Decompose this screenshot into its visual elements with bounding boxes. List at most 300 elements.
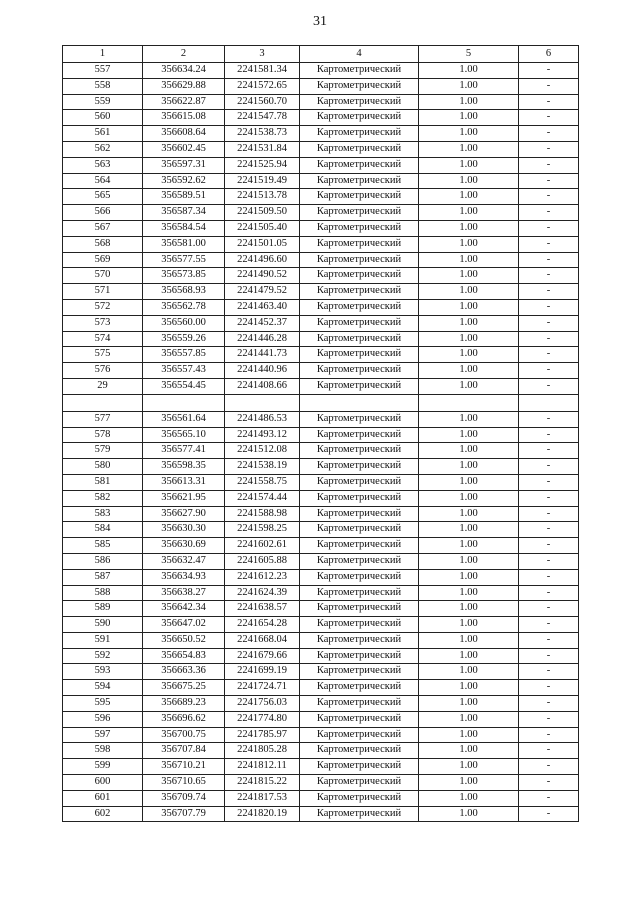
table-row xyxy=(63,268,579,284)
table-cell: 1.00 xyxy=(419,743,519,759)
table-cell: - xyxy=(519,743,579,759)
table-cell: 592 xyxy=(63,648,143,664)
table-cell: 558 xyxy=(63,78,143,94)
table-cell: 356577.41 xyxy=(143,443,225,459)
table-cell: 586 xyxy=(63,553,143,569)
table-row xyxy=(63,78,579,94)
table-cell: Картометрический xyxy=(300,696,419,712)
table-cell: Картометрический xyxy=(300,680,419,696)
empty-cell xyxy=(419,394,519,411)
table-row xyxy=(63,601,579,617)
table-row xyxy=(63,585,579,601)
table-cell: Картометрический xyxy=(300,315,419,331)
table-cell: 2241463.40 xyxy=(225,299,300,315)
header-cell: 3 xyxy=(225,46,300,63)
table-cell: 597 xyxy=(63,727,143,743)
table-cell: 560 xyxy=(63,110,143,126)
table-cell: 356613.31 xyxy=(143,474,225,490)
table-cell: 565 xyxy=(63,189,143,205)
table-cell: 2241547.78 xyxy=(225,110,300,126)
table-cell: 356638.27 xyxy=(143,585,225,601)
table-cell: - xyxy=(519,696,579,712)
table-cell: 356689.23 xyxy=(143,696,225,712)
table-cell: 1.00 xyxy=(419,759,519,775)
table-cell: 1.00 xyxy=(419,63,519,79)
table-cell: 2241505.40 xyxy=(225,220,300,236)
header-row xyxy=(63,46,579,63)
table-cell: 356557.85 xyxy=(143,347,225,363)
separator-row xyxy=(63,394,579,411)
table-cell: 2241446.28 xyxy=(225,331,300,347)
table-cell: - xyxy=(519,806,579,822)
table-cell: - xyxy=(519,601,579,617)
table-cell: 356561.64 xyxy=(143,411,225,427)
table-cell: 1.00 xyxy=(419,443,519,459)
table-cell: - xyxy=(519,363,579,379)
table-cell: 356632.47 xyxy=(143,553,225,569)
table-cell: 2241538.19 xyxy=(225,459,300,475)
table-cell: 356615.08 xyxy=(143,110,225,126)
table-row xyxy=(63,759,579,775)
table-cell: 1.00 xyxy=(419,522,519,538)
table-cell: 356598.35 xyxy=(143,459,225,475)
table-cell: Картометрический xyxy=(300,664,419,680)
table-cell: Картометрический xyxy=(300,63,419,79)
table-row xyxy=(63,743,579,759)
table-cell: Картометрический xyxy=(300,78,419,94)
table-cell: 602 xyxy=(63,806,143,822)
table-row xyxy=(63,299,579,315)
table-cell: 356707.84 xyxy=(143,743,225,759)
table-cell: 356581.00 xyxy=(143,236,225,252)
table-cell: 2241496.60 xyxy=(225,252,300,268)
separator-body xyxy=(63,394,579,411)
table-cell: Картометрический xyxy=(300,727,419,743)
table-cell: Картометрический xyxy=(300,743,419,759)
table-cell: 356621.95 xyxy=(143,490,225,506)
table-cell: - xyxy=(519,632,579,648)
table-cell: 2241452.37 xyxy=(225,315,300,331)
table-cell: 598 xyxy=(63,743,143,759)
table-cell: 1.00 xyxy=(419,220,519,236)
table-cell: 1.00 xyxy=(419,601,519,617)
table-row xyxy=(63,553,579,569)
table-cell: 569 xyxy=(63,252,143,268)
table-cell: 356627.90 xyxy=(143,506,225,522)
table-row xyxy=(63,538,579,554)
table-cell: 1.00 xyxy=(419,173,519,189)
table-cell: 1.00 xyxy=(419,268,519,284)
table-cell: 599 xyxy=(63,759,143,775)
empty-cell xyxy=(225,394,300,411)
table-cell: 1.00 xyxy=(419,284,519,300)
table-cell: Картометрический xyxy=(300,569,419,585)
table-cell: 568 xyxy=(63,236,143,252)
table-row xyxy=(63,126,579,142)
table-cell: 1.00 xyxy=(419,315,519,331)
table-cell: 2241602.61 xyxy=(225,538,300,554)
table-row xyxy=(63,331,579,347)
table-cell: 2241486.53 xyxy=(225,411,300,427)
table-cell: 356589.51 xyxy=(143,189,225,205)
table-cell: 1.00 xyxy=(419,790,519,806)
table-cell: 1.00 xyxy=(419,331,519,347)
table-cell: 1.00 xyxy=(419,363,519,379)
table-cell: - xyxy=(519,427,579,443)
table-cell: 2241756.03 xyxy=(225,696,300,712)
table-cell: 356622.87 xyxy=(143,94,225,110)
table-cell: 567 xyxy=(63,220,143,236)
table-cell: 2241558.75 xyxy=(225,474,300,490)
table-cell: - xyxy=(519,78,579,94)
table-cell: 2241408.66 xyxy=(225,378,300,394)
empty-cell xyxy=(300,394,419,411)
table-cell: 1.00 xyxy=(419,711,519,727)
table-cell: 2241774.80 xyxy=(225,711,300,727)
table-row xyxy=(63,315,579,331)
table-cell: 2241493.12 xyxy=(225,427,300,443)
table-cell: - xyxy=(519,790,579,806)
coordinates-table xyxy=(62,45,579,822)
table-cell: 590 xyxy=(63,617,143,633)
block1-body xyxy=(63,63,579,395)
table-cell: 600 xyxy=(63,775,143,791)
table-cell: 356663.36 xyxy=(143,664,225,680)
table-cell: 356630.69 xyxy=(143,538,225,554)
table-cell: Картометрический xyxy=(300,506,419,522)
table-row xyxy=(63,775,579,791)
table-cell: 1.00 xyxy=(419,141,519,157)
table-cell: 356557.43 xyxy=(143,363,225,379)
table-cell: 1.00 xyxy=(419,157,519,173)
table-cell: 1.00 xyxy=(419,775,519,791)
table-cell: - xyxy=(519,506,579,522)
header-cell: 6 xyxy=(519,46,579,63)
table-cell: 1.00 xyxy=(419,347,519,363)
table-cell: Картометрический xyxy=(300,141,419,157)
table-cell: 2241668.04 xyxy=(225,632,300,648)
table-cell: 356559.26 xyxy=(143,331,225,347)
table-cell: Картометрический xyxy=(300,790,419,806)
table-cell: - xyxy=(519,522,579,538)
header-cell: 5 xyxy=(419,46,519,63)
table-cell: - xyxy=(519,680,579,696)
table-cell: Картометрический xyxy=(300,299,419,315)
table-row xyxy=(63,94,579,110)
table-cell: 572 xyxy=(63,299,143,315)
table-cell: 2241679.66 xyxy=(225,648,300,664)
table-row xyxy=(63,63,579,79)
table-row xyxy=(63,696,579,712)
table-row xyxy=(63,506,579,522)
empty-cell xyxy=(519,394,579,411)
table-cell: 356565.10 xyxy=(143,427,225,443)
table-cell: Картометрический xyxy=(300,459,419,475)
table-cell: 2241638.57 xyxy=(225,601,300,617)
table-cell: Картометрический xyxy=(300,711,419,727)
table-cell: 582 xyxy=(63,490,143,506)
table-cell: - xyxy=(519,126,579,142)
table-cell: - xyxy=(519,331,579,347)
page-number: 31 xyxy=(313,14,327,29)
table-cell: Картометрический xyxy=(300,806,419,822)
table-row xyxy=(63,727,579,743)
table-row xyxy=(63,252,579,268)
table-cell: 596 xyxy=(63,711,143,727)
table-cell: 584 xyxy=(63,522,143,538)
table-cell: - xyxy=(519,459,579,475)
table-cell: Картометрический xyxy=(300,585,419,601)
table-cell: - xyxy=(519,711,579,727)
table-cell: Картометрический xyxy=(300,94,419,110)
table-cell: Картометрический xyxy=(300,632,419,648)
table-cell: 1.00 xyxy=(419,632,519,648)
table-cell: 595 xyxy=(63,696,143,712)
table-cell: 2241479.52 xyxy=(225,284,300,300)
table-cell: 573 xyxy=(63,315,143,331)
table-cell: 1.00 xyxy=(419,664,519,680)
table-cell: 1.00 xyxy=(419,78,519,94)
table-cell: 588 xyxy=(63,585,143,601)
table-cell: - xyxy=(519,411,579,427)
table-cell: 356560.00 xyxy=(143,315,225,331)
table-cell: Картометрический xyxy=(300,363,419,379)
table-cell: Картометрический xyxy=(300,331,419,347)
table-cell: 587 xyxy=(63,569,143,585)
table-cell: 356554.45 xyxy=(143,378,225,394)
empty-cell xyxy=(143,394,225,411)
table-cell: Картометрический xyxy=(300,490,419,506)
table-cell: 579 xyxy=(63,443,143,459)
table-cell: Картометрический xyxy=(300,173,419,189)
table-cell: 356597.31 xyxy=(143,157,225,173)
table-cell: Картометрический xyxy=(300,601,419,617)
table-cell: 1.00 xyxy=(419,617,519,633)
table-cell: 593 xyxy=(63,664,143,680)
header-cell: 2 xyxy=(143,46,225,63)
table-cell: 2241513.78 xyxy=(225,189,300,205)
table-cell: - xyxy=(519,538,579,554)
table-row xyxy=(63,427,579,443)
table-cell: 2241490.52 xyxy=(225,268,300,284)
table-cell: - xyxy=(519,94,579,110)
table-cell: 1.00 xyxy=(419,538,519,554)
table-cell: Картометрический xyxy=(300,427,419,443)
table-cell: 356584.54 xyxy=(143,220,225,236)
table-cell: 2241441.73 xyxy=(225,347,300,363)
table-cell: - xyxy=(519,63,579,79)
table-cell: Картометрический xyxy=(300,522,419,538)
table-cell: 2241785.97 xyxy=(225,727,300,743)
table-cell: Картометрический xyxy=(300,268,419,284)
table-cell: 356634.93 xyxy=(143,569,225,585)
table-cell: Картометрический xyxy=(300,443,419,459)
table-cell: 1.00 xyxy=(419,110,519,126)
table-cell: Картометрический xyxy=(300,538,419,554)
table-cell: 2241509.50 xyxy=(225,205,300,221)
table-cell: 2241538.73 xyxy=(225,126,300,142)
table-cell: - xyxy=(519,268,579,284)
header-cell: 4 xyxy=(300,46,419,63)
table-cell: 2241605.88 xyxy=(225,553,300,569)
table-cell: 2241805.28 xyxy=(225,743,300,759)
table-row xyxy=(63,347,579,363)
table-cell: - xyxy=(519,443,579,459)
table-cell: Картометрический xyxy=(300,378,419,394)
block2-body xyxy=(63,411,579,822)
table-cell: 1.00 xyxy=(419,680,519,696)
table-cell: Картометрический xyxy=(300,648,419,664)
table-cell: - xyxy=(519,648,579,664)
table-cell: 562 xyxy=(63,141,143,157)
table-row xyxy=(63,141,579,157)
table-cell: 576 xyxy=(63,363,143,379)
table-cell: 356710.65 xyxy=(143,775,225,791)
table-row xyxy=(63,378,579,394)
table-cell: 1.00 xyxy=(419,189,519,205)
table-cell: Картометрический xyxy=(300,110,419,126)
table-cell: 356608.64 xyxy=(143,126,225,142)
table-cell: 356700.75 xyxy=(143,727,225,743)
table-cell: 571 xyxy=(63,284,143,300)
table-cell: 2241440.96 xyxy=(225,363,300,379)
table-cell: 1.00 xyxy=(419,474,519,490)
table-cell: - xyxy=(519,189,579,205)
table-cell: - xyxy=(519,617,579,633)
table-cell: 559 xyxy=(63,94,143,110)
table-cell: - xyxy=(519,252,579,268)
table-cell: 356709.74 xyxy=(143,790,225,806)
table-cell: 356630.30 xyxy=(143,522,225,538)
table-row xyxy=(63,173,579,189)
table-row xyxy=(63,664,579,680)
table-cell: 2241574.44 xyxy=(225,490,300,506)
table-cell: 1.00 xyxy=(419,236,519,252)
empty-cell xyxy=(63,394,143,411)
table-cell: 2241572.65 xyxy=(225,78,300,94)
table-cell: 575 xyxy=(63,347,143,363)
table-cell: 577 xyxy=(63,411,143,427)
table-cell: 356629.88 xyxy=(143,78,225,94)
table-cell: - xyxy=(519,775,579,791)
table-cell: 566 xyxy=(63,205,143,221)
table-cell: 1.00 xyxy=(419,553,519,569)
table-cell: 1.00 xyxy=(419,648,519,664)
table-cell: - xyxy=(519,173,579,189)
header-cell: 1 xyxy=(63,46,143,63)
table-cell: 1.00 xyxy=(419,94,519,110)
table-row xyxy=(63,806,579,822)
table-cell: 356642.34 xyxy=(143,601,225,617)
table-cell: - xyxy=(519,315,579,331)
table-cell: 563 xyxy=(63,157,143,173)
table-cell: 356577.55 xyxy=(143,252,225,268)
table-cell: Картометрический xyxy=(300,617,419,633)
table-row xyxy=(63,189,579,205)
table-cell: 356592.62 xyxy=(143,173,225,189)
table-cell: - xyxy=(519,236,579,252)
table-cell: 1.00 xyxy=(419,569,519,585)
table-cell: 2241560.70 xyxy=(225,94,300,110)
table-cell: - xyxy=(519,759,579,775)
table-cell: 356562.78 xyxy=(143,299,225,315)
table-cell: - xyxy=(519,284,579,300)
table-cell: 2241512.08 xyxy=(225,443,300,459)
table-cell: 356654.83 xyxy=(143,648,225,664)
table-cell: 356634.24 xyxy=(143,63,225,79)
table-cell: 1.00 xyxy=(419,205,519,221)
table-cell: - xyxy=(519,664,579,680)
table-cell: 2241724.71 xyxy=(225,680,300,696)
table-row xyxy=(63,790,579,806)
table-cell: 1.00 xyxy=(419,126,519,142)
table-row xyxy=(63,490,579,506)
table-cell: 2241525.94 xyxy=(225,157,300,173)
table-cell: - xyxy=(519,347,579,363)
table-cell: 356602.45 xyxy=(143,141,225,157)
table-cell: 2241581.34 xyxy=(225,63,300,79)
table-cell: 356587.34 xyxy=(143,205,225,221)
table-cell: 2241598.25 xyxy=(225,522,300,538)
table-cell: 2241531.84 xyxy=(225,141,300,157)
table-cell: - xyxy=(519,110,579,126)
table-cell: 561 xyxy=(63,126,143,142)
table-cell: 574 xyxy=(63,331,143,347)
table-cell: Картометрический xyxy=(300,236,419,252)
table-cell: - xyxy=(519,220,579,236)
table-row xyxy=(63,363,579,379)
table-row xyxy=(63,522,579,538)
table-row xyxy=(63,617,579,633)
table-row xyxy=(63,459,579,475)
table-cell: 578 xyxy=(63,427,143,443)
table-row xyxy=(63,157,579,173)
table-cell: 1.00 xyxy=(419,727,519,743)
table-cell: - xyxy=(519,157,579,173)
table-cell: 356696.62 xyxy=(143,711,225,727)
table-row xyxy=(63,474,579,490)
table-cell: 1.00 xyxy=(419,411,519,427)
table-cell: 2241519.49 xyxy=(225,173,300,189)
table-cell: 356647.02 xyxy=(143,617,225,633)
table-row xyxy=(63,110,579,126)
table-cell: - xyxy=(519,490,579,506)
table-cell: - xyxy=(519,205,579,221)
table-cell: Картометрический xyxy=(300,284,419,300)
table-cell: Картометрический xyxy=(300,252,419,268)
table-cell: Картометрический xyxy=(300,411,419,427)
table-cell: 589 xyxy=(63,601,143,617)
table-cell: 356573.85 xyxy=(143,268,225,284)
table-cell: 1.00 xyxy=(419,696,519,712)
table-cell: - xyxy=(519,378,579,394)
table-row xyxy=(63,443,579,459)
table-cell: 581 xyxy=(63,474,143,490)
table-cell: - xyxy=(519,569,579,585)
table-cell: 1.00 xyxy=(419,299,519,315)
table-cell: - xyxy=(519,585,579,601)
table-cell: 601 xyxy=(63,790,143,806)
table-cell: 356675.25 xyxy=(143,680,225,696)
table-cell: Картометрический xyxy=(300,759,419,775)
table-row xyxy=(63,648,579,664)
table-cell: 2241815.22 xyxy=(225,775,300,791)
table-cell: Картометрический xyxy=(300,220,419,236)
table-cell: 2241588.98 xyxy=(225,506,300,522)
table-row xyxy=(63,680,579,696)
table-cell: 356650.52 xyxy=(143,632,225,648)
table-cell: 585 xyxy=(63,538,143,554)
